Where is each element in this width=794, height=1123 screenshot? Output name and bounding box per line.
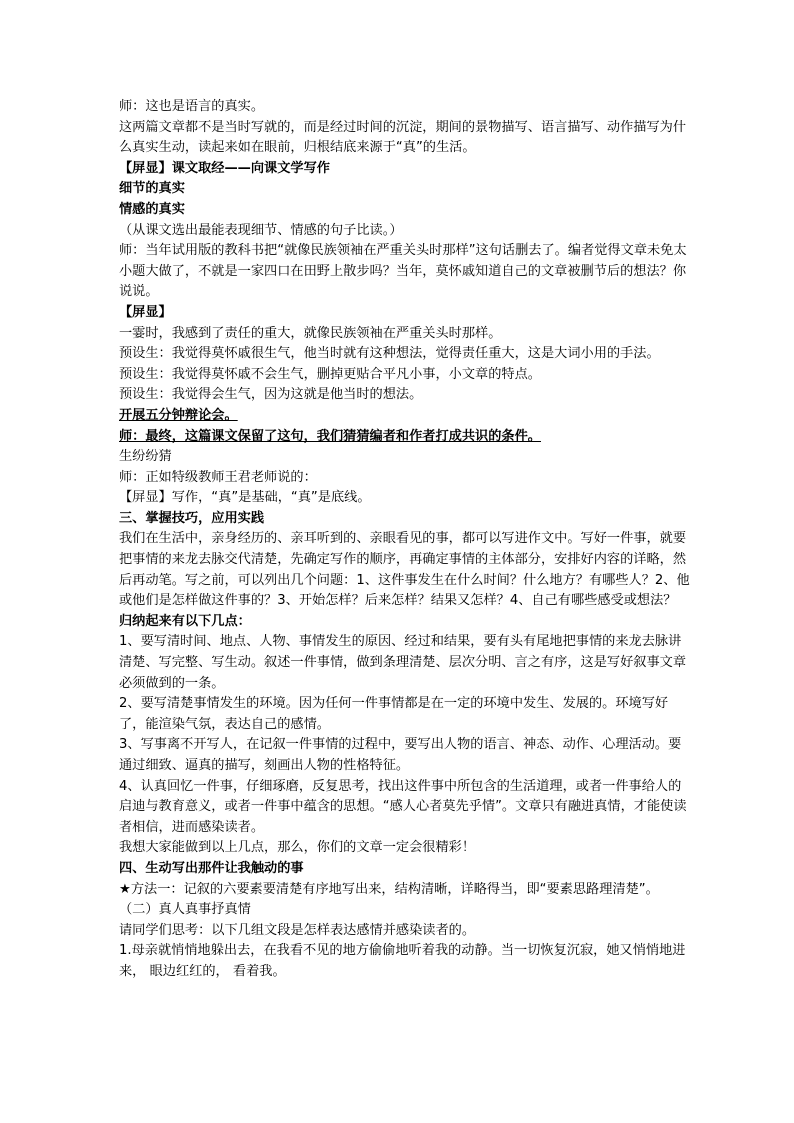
- teacher-line-language-truth: 师：这也是语言的真实。: [119, 99, 265, 114]
- students-guess: 生纷纷猜: [119, 449, 172, 465]
- screen-writing-truth: 【屏显】写作，“真”是基础，“真”是底线。: [119, 490, 371, 506]
- point-4: 4、认真回忆一件事，仔细琢磨，反复思考，找出这件事中所包含的生活道理，或者一件事给人的启迪与教育意义，或者一件事中蕴含的思想。“感人心者莫先乎情”。文章只有融进真情，才能使读者相信，进而感染读者。: [119, 778, 687, 835]
- section-heading-3: 三、掌握技巧，应用实践: [119, 510, 265, 526]
- closing-encouragement: 我想大家能做到以上几点，那么，你们的文章一定会很精彩！: [119, 840, 476, 856]
- paragraph-time-sedimentation: 这两篇文章都不是当时写就的，而是经过时间的沉淀，期间的景物描写、语言描写、动作描写为什么真实生动，读起来如在眼前，归根结底来源于“真”的生活。: [119, 119, 687, 156]
- point-2: 2、要写清楚事情发生的环境。因为任何一件事情都是在一定的环境中发生、发展的。环境写好了，能渲染气氛，表达自己的感情。: [119, 696, 669, 732]
- teacher-question-deleted-sentence: 师：当年试用版的教科书把“就像民族领袖在严重关头时那样”这句话删去了。编者觉得文章未免太小题大做了，不就是一家四口在田野上散步吗？当年，莫怀戚知道自己的文章被删节后的想法？你说说。: [119, 243, 687, 300]
- document-body: [119, 97, 691, 983]
- quoted-sentence-responsibility: 一霎时，我感到了责任的重大，就像民族领袖在严重关头时那样。: [119, 325, 502, 341]
- teacher-quote-intro: 师：正如特级教师王君老师说的：: [119, 469, 317, 485]
- subsection-heading-2: （二）真人真事抒真情: [119, 902, 251, 918]
- screen-heading-learn-from-texts: 【屏显】课文取经——向课文学写作: [119, 160, 330, 176]
- paragraph-writing-questions: 我们在生活中，亲身经历的、亲耳听到的、亲眼看见的事，都可以写进作文中。写好一件事，就要把事情的来龙去脉交代清楚，先确定写作的顺序，再确定事情的主体部分，安排好内容的详略，然后再动笔。写之前，可以列出几个问题：1、这件事发生在什么时间？什么地方？有哪些人？2、他或他们是怎样做这件事的？3、开始怎样？后来怎样？结果又怎样？4、自己有哪些感受或想法？: [119, 531, 690, 609]
- preset-student-answer-2: 预设生：我觉得莫怀戚不会生气，删掉更贴合平凡小事，小文章的特点。: [119, 366, 541, 382]
- preset-student-answer-1: 预设生：我觉得莫怀戚很生气，他当时就有这种想法，觉得责任重大，这是大词小用的手法。: [119, 346, 660, 362]
- heading-detail-truth: 细节的真实: [119, 181, 185, 197]
- excerpt-1: 1.母亲就悄悄地躲出去，在我看不见的地方偷偷地听着我的动静。当一切恢复沉寂，她又悄悄地进来， 眼边红红的， 看着我。: [119, 943, 686, 979]
- teacher-final-consensus: 师：最终，这篇课文保留了这句，我们猜猜编者和作者打成共识的条件。: [119, 428, 541, 444]
- point-3: 3、写事离不开写人，在记叙一件事情的过程中，要写出人物的语言、神态、动作、心理活动。要通过细致、逼真的描写，刻画出人物的性格特征。: [119, 737, 682, 773]
- preset-student-answer-3: 预设生：我觉得会生气，因为这就是他当时的想法。: [119, 387, 423, 403]
- instruction-compare-sentences: （从课文选出最能表现细节、情感的句子比读。）: [119, 222, 403, 238]
- debate-activity: 开展五分钟辩论会。: [119, 407, 238, 423]
- summary-heading: 归纳起来有以下几点：: [119, 613, 251, 629]
- heading-emotion-truth: 情感的真实: [119, 201, 185, 217]
- point-1: 1、要写清时间、地点、人物、事情发生的原因、经过和结果，要有头有尾地把事情的来龙去脉讲清楚、写完整、写生动。叙述一件事情，做到条理清楚、层次分明、言之有序，这是写好叙事文章必须做到的一条。: [119, 634, 687, 691]
- screen-label: 【屏显】: [119, 304, 172, 320]
- reflection-prompt: 请同学们思考：以下几组文段是怎样表达感情并感染读者的。: [119, 922, 476, 938]
- section-heading-4: 四、生动写出那件让我触动的事: [119, 860, 304, 876]
- method-one: ★方法一：记叙的六要素要清楚有序地写出来，结构清晰，详略得当，即“要素思路理清楚”。: [119, 881, 659, 897]
